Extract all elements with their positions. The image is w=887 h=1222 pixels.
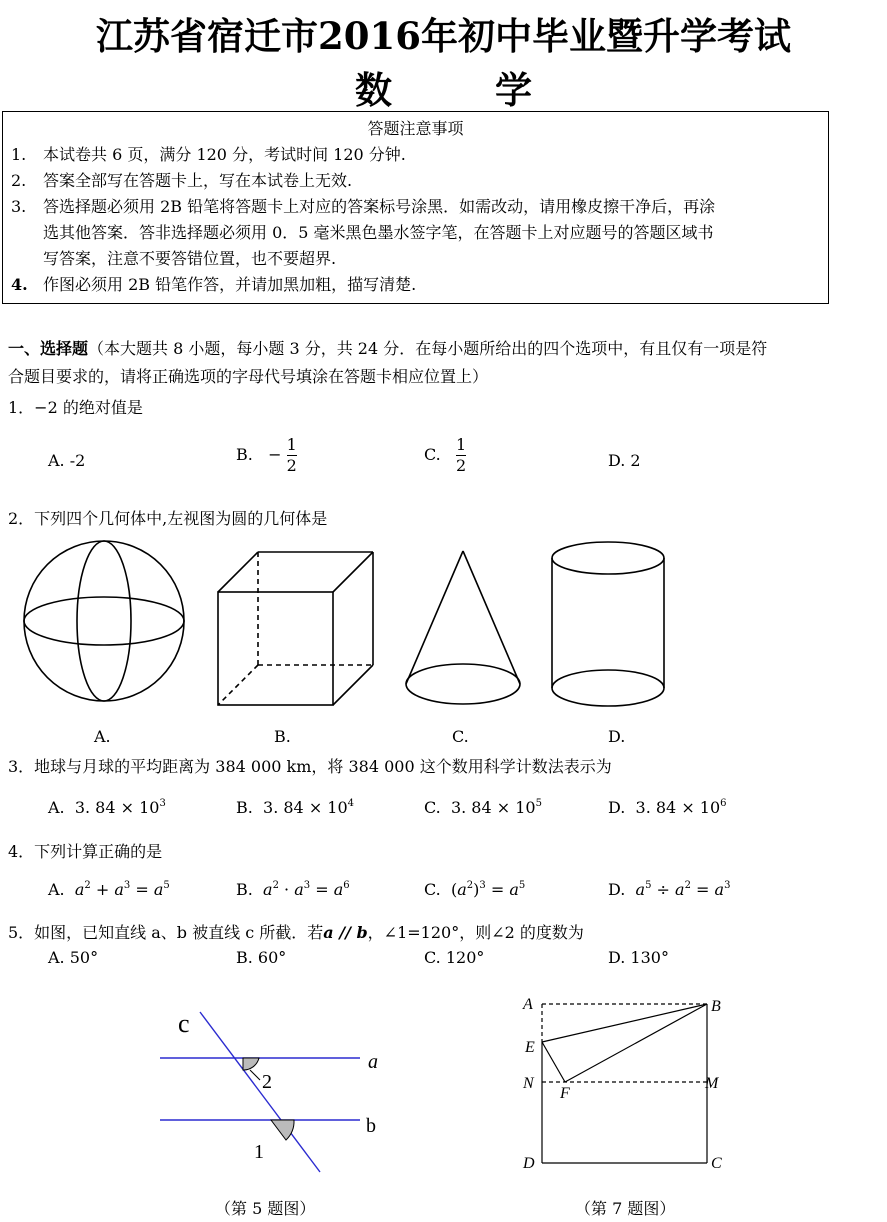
figure-7 xyxy=(515,990,735,1185)
cone-icon xyxy=(406,551,520,704)
denominator: 2 xyxy=(456,456,467,475)
option-base: 3. 84 × 10 xyxy=(635,798,721,817)
notice-num: 2. xyxy=(11,171,27,190)
q5-stem xyxy=(8,920,584,943)
fraction xyxy=(456,435,466,476)
q5-option-c: C. 120° xyxy=(424,948,485,967)
q1-option-d: D. 2 xyxy=(608,451,641,470)
notice-heading: 答题注意事项 xyxy=(367,119,464,138)
q4-option-c: C. $(a^2)^3 = a^5$ xyxy=(424,880,526,899)
fig7-caption: （第 7 题图） xyxy=(575,1199,676,1218)
q3-option-c xyxy=(424,798,542,817)
notice-item xyxy=(11,246,715,272)
stem-part: ，∠1=120°，则∠2 的度数为 xyxy=(367,923,584,942)
notice-item xyxy=(11,168,715,194)
option-label: A. xyxy=(48,880,65,899)
q2-option-b: B. xyxy=(274,727,291,746)
notice-list xyxy=(11,142,715,298)
exponent: 3 xyxy=(159,798,166,809)
option-label: B. xyxy=(236,880,253,899)
point-M: M xyxy=(705,1075,719,1092)
notice-text: 答选择题必须用 2B 铅笔将答题卡上对应的答案标号涂黑．如需改动，请用橡皮擦干净后，再涂 xyxy=(43,197,716,216)
section-label: 一、选择题 xyxy=(8,339,89,358)
label-c: c xyxy=(178,1009,190,1038)
point-E: E xyxy=(525,1039,535,1056)
option-base: 3. 84 × 10 xyxy=(74,798,160,817)
q1-stem: 1．−2 的绝对值是 xyxy=(8,398,143,417)
option-label: D. xyxy=(608,798,626,817)
notice-text: 选其他答案．答非选择题必须用 0．5 毫米黑色墨水签字笔，在答题卡上对应题号的答题区域书 xyxy=(43,223,714,242)
q2-option-a: A. xyxy=(94,727,111,746)
q1-option-c xyxy=(424,435,466,476)
point-N: N xyxy=(523,1075,534,1092)
exponent: 4 xyxy=(347,798,355,809)
q2-solids-figure xyxy=(0,536,887,721)
label-2: 2 xyxy=(262,1071,272,1093)
figure-5 xyxy=(150,1000,400,1185)
exam-title: 江苏省宿迁市2016年初中毕业暨升学考试 xyxy=(96,14,791,58)
q3-option-b xyxy=(236,798,354,817)
notice-text: 作图必须用 2B 铅笔作答，并请加黑加粗，描写清楚. xyxy=(43,275,417,294)
stem-part: 5．如图，已知直线 a、b 被直线 c 所截．若 xyxy=(8,923,324,942)
option-label: C. xyxy=(424,880,441,899)
option-label: A. xyxy=(48,798,65,817)
label-a: a xyxy=(368,1051,378,1073)
notice-text: 答案全部写在答题卡上，写在本试卷上无效. xyxy=(43,171,353,190)
notice-num: 4. xyxy=(11,275,28,294)
label-1: 1 xyxy=(254,1141,264,1163)
section-desc: （本大题共 8 小题，每小题 3 分，共 24 分．在每小题所给出的四个选项中，有且仅有一项是符 xyxy=(88,339,768,358)
numerator: 1 xyxy=(286,435,297,454)
point-C: C xyxy=(711,1155,722,1172)
option-base: 3. 84 × 10 xyxy=(263,798,348,817)
notice-item xyxy=(11,272,715,298)
sphere-icon xyxy=(24,541,184,701)
notice-item xyxy=(11,194,715,220)
option-label: B. xyxy=(236,445,253,464)
point-F: F xyxy=(560,1085,570,1102)
q3-option-a xyxy=(48,798,166,817)
exponent: 6 xyxy=(720,798,727,809)
q4-option-b: B. $a^2 \cdot a^3 = a^6$ xyxy=(236,880,350,899)
notice-item xyxy=(11,142,715,168)
option-label: D. xyxy=(608,880,626,899)
section-desc-2: 合题目要求的，请将正确选项的字母代号填涂在答题卡相应位置上） xyxy=(8,367,489,386)
point-B: B xyxy=(711,998,721,1015)
q1-option-a: A. -2 xyxy=(48,451,86,470)
cylinder-icon xyxy=(552,542,664,706)
q3-option-d xyxy=(608,798,727,817)
notice-text: 本试卷共 6 页，满分 120 分，考试时间 120 分钟. xyxy=(43,145,406,164)
notice-item xyxy=(11,220,715,246)
q3-stem: 3．地球与月球的平均距离为 384 000 km，将 384 000 这个数用科学计数法表示为 xyxy=(8,757,612,776)
option-label: C. xyxy=(424,798,441,817)
q2-stem: 2．下列四个几何体中,左视图为圆的几何体是 xyxy=(8,509,328,528)
q5-option-b: B. 60° xyxy=(236,948,287,967)
q4-option-d: D. $a^5 \div a^2 = a^3$ xyxy=(608,880,731,899)
denominator: 2 xyxy=(286,456,297,475)
section-header xyxy=(8,336,767,359)
minus-sign: − xyxy=(268,445,282,464)
notice-num: 3. xyxy=(11,197,27,216)
q2-option-c: C. xyxy=(452,727,469,746)
parallel-expr: a // b xyxy=(323,923,368,942)
point-D: D xyxy=(523,1155,535,1172)
point-A: A xyxy=(523,996,533,1013)
fraction xyxy=(287,435,297,476)
cube-icon xyxy=(218,552,373,705)
q1-option-b xyxy=(236,435,297,476)
option-label: B. xyxy=(236,798,253,817)
fig5-caption: （第 5 题图） xyxy=(215,1199,316,1218)
exponent: 5 xyxy=(535,798,542,809)
notice-text: 写答案，注意不要答错位置，也不要超界. xyxy=(43,249,337,268)
q4-option-a: A. $a^2 + a^3 = a^5$ xyxy=(48,880,170,899)
q4-stem: 4．下列计算正确的是 xyxy=(8,842,163,861)
numerator: 1 xyxy=(456,435,467,454)
q5-option-a: A. 50° xyxy=(48,948,99,967)
subject-title: 数 学 xyxy=(354,68,533,112)
notice-num: 1. xyxy=(11,145,27,164)
notice-box xyxy=(2,111,829,304)
angle-2-arc xyxy=(243,1058,259,1070)
angle-1-arc xyxy=(271,1120,294,1140)
label-b: b xyxy=(366,1115,376,1137)
option-base: 3. 84 × 10 xyxy=(450,798,536,817)
option-label: C. xyxy=(424,445,441,464)
q2-option-d: D. xyxy=(608,727,626,746)
q5-option-d: D. 130° xyxy=(608,948,669,967)
